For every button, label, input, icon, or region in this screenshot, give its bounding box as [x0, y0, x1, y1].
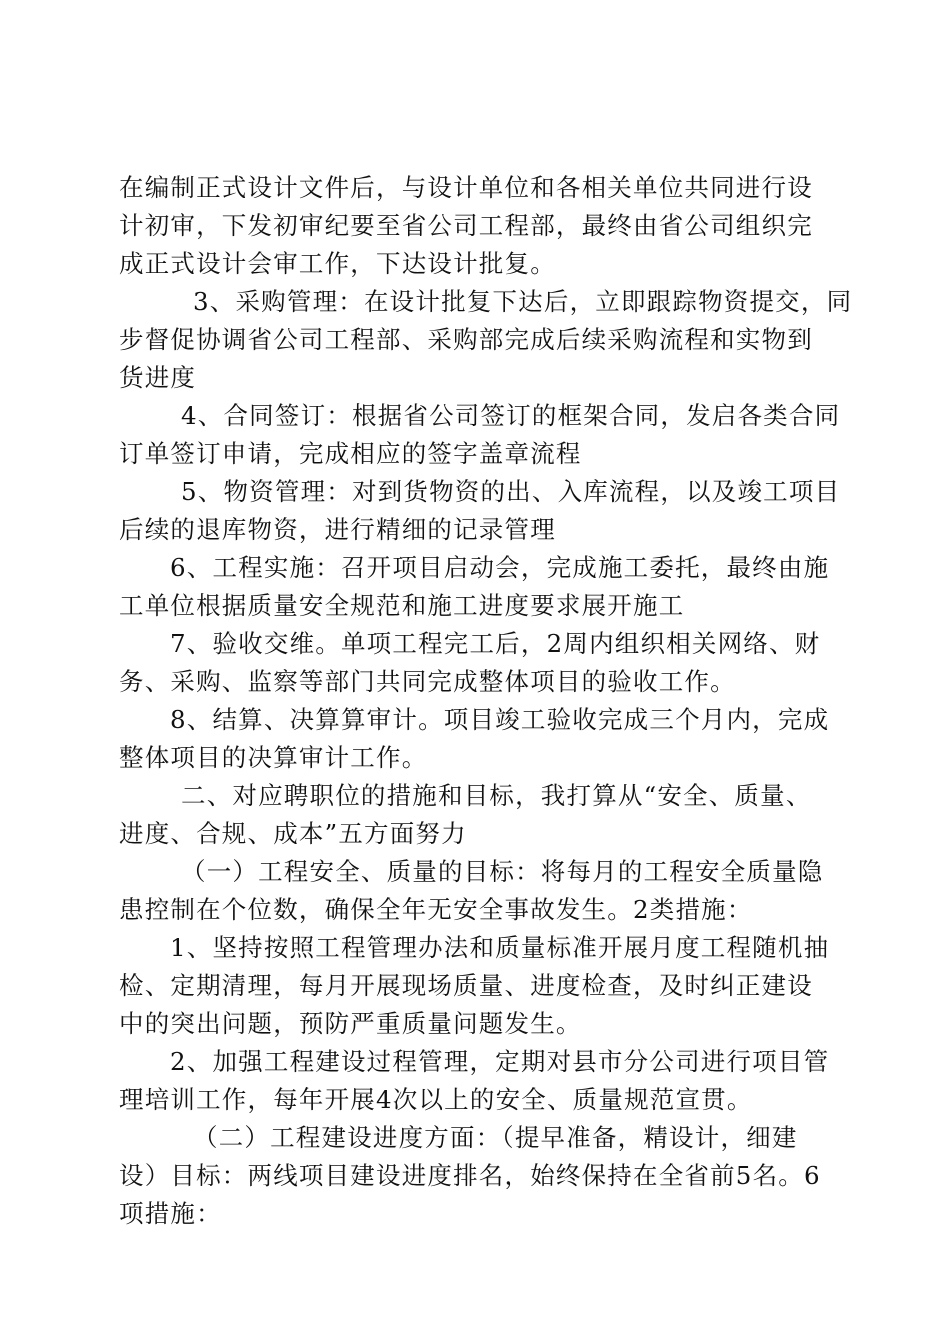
- text-line: 3、采购管理：在设计批复下达后，立即跟踪物资提交，同: [193, 287, 853, 316]
- text-line: 在编制正式设计文件后，与设计单位和各相关单位共同进行设: [119, 173, 813, 202]
- text-line: 务、采购、监察等部门共同完成整体项目的验收工作。: [119, 667, 736, 696]
- text-line: 4、合同签订：根据省公司签订的框架合同，发启各类合同: [181, 401, 841, 430]
- text-line: 5、物资管理：对到货物资的出、入库流程，以及竣工项目: [181, 477, 841, 506]
- text-line: 理培训工作，每年开展4次以上的安全、质量规范宣贯。: [119, 1085, 753, 1114]
- text-line: 患控制在个位数，确保全年无安全事故发生。2类措施：: [119, 895, 753, 924]
- text-line: 进度、合规、成本”五方面努力: [119, 819, 467, 848]
- text-line: 订单签订申请，完成相应的签字盖章流程: [119, 439, 582, 468]
- text-line: 检、定期清理，每月开展现场质量、进度检查，及时纠正建设: [119, 971, 813, 1000]
- subsection-heading: （一）工程安全、质量的目标：将每月的工程安全质量隐: [181, 857, 824, 886]
- text-line: 成正式设计会审工作，下达设计批复。: [119, 249, 556, 278]
- text-line: 2、加强工程建设过程管理，定期对县市分公司进行项目管: [170, 1047, 830, 1076]
- text-line: 6、工程实施：召开项目启动会，完成施工委托，最终由施: [170, 553, 830, 582]
- text-line: 货进度: [119, 363, 197, 392]
- text-line: 计初审，下发初审纪要至省公司工程部，最终由省公司组织完: [119, 211, 813, 240]
- text-line: 工单位根据质量安全规范和施工进度要求展开施工: [119, 591, 685, 620]
- text-line: 1、坚持按照工程管理办法和质量标准开展月度工程随机抽: [170, 933, 830, 962]
- section-heading: 二、对应聘职位的措施和目标，我打算从“安全、质量、: [181, 781, 812, 810]
- text-line: 7、验收交维。单项工程完工后，2周内组织相关网络、财: [170, 629, 821, 658]
- text-line: 8、结算、决算算审计。项目竣工验收完成三个月内，完成: [170, 705, 830, 734]
- text-line: 整体项目的决算审计工作。: [119, 743, 428, 772]
- text-line: 步督促协调省公司工程部、采购部完成后续采购流程和实物到: [119, 325, 813, 354]
- text-line: 后续的退库物资，进行精细的记录管理: [119, 515, 556, 544]
- subsection-heading: （二）工程建设进度方面：（提早准备，精设计，细建: [193, 1123, 798, 1152]
- text-line: 项措施：: [119, 1199, 222, 1228]
- text-line: 设）目标：两线项目建设进度排名，始终保持在全省前5名。6: [119, 1161, 821, 1190]
- text-line: 中的突出问题，预防严重质量问题发生。: [119, 1009, 582, 1038]
